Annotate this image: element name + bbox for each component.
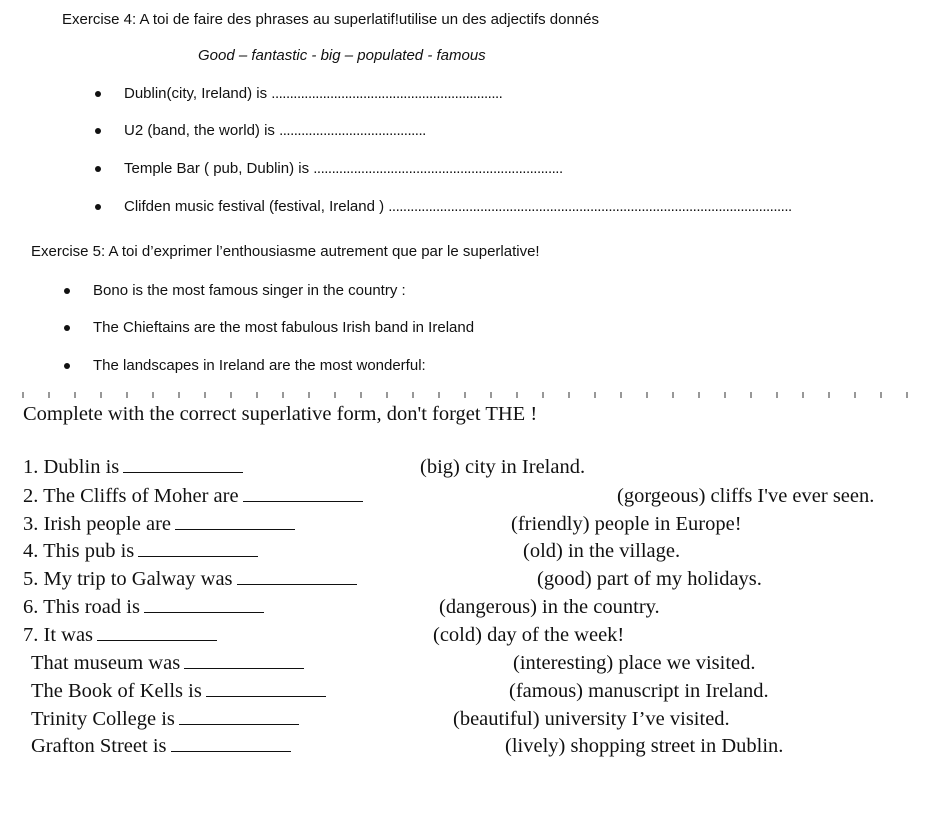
answer-blank[interactable] <box>237 570 357 585</box>
exercise4-item <box>124 198 792 215</box>
bullet-icon <box>64 363 70 369</box>
answer-blank[interactable] <box>123 458 243 473</box>
exercise6-item-prefix: That museum was <box>31 652 304 675</box>
answer-blank[interactable] <box>184 654 304 669</box>
exercise6-item-prefix: Trinity College is <box>31 708 299 731</box>
exercise4-adjectives: Good – fantastic - big – populated - famous <box>198 47 486 64</box>
exercise6-item-prefix: Grafton Street is <box>31 735 291 758</box>
exercise6-item-prefix: 1. Dublin is <box>23 456 243 479</box>
answer-blank[interactable] <box>97 626 217 641</box>
exercise5-item: Bono is the most famous singer in the country : <box>93 282 406 299</box>
answer-blank[interactable] <box>243 487 363 502</box>
exercise6-item-prefix: The Book of Kells is <box>31 680 326 703</box>
answer-blank[interactable] <box>144 598 264 613</box>
exercise5-item: The landscapes in Ireland are the most wonderful: <box>93 357 426 374</box>
answer-blank[interactable] <box>175 515 295 530</box>
bullet-icon <box>64 325 70 331</box>
answer-blank[interactable] <box>138 542 258 557</box>
exercise6-item-adjective: (gorgeous) cliffs I've ever seen. <box>617 485 875 507</box>
exercise6-item-adjective: (lively) shopping street in Dublin. <box>505 735 784 757</box>
exercise4-item <box>124 122 426 139</box>
exercise4-item-text: Temple Bar ( pub, Dublin) is <box>124 160 310 177</box>
answer-dots[interactable]: .............................................................................................................. <box>388 198 792 215</box>
bullet-icon <box>95 91 101 97</box>
bullet-icon <box>95 166 101 172</box>
exercise5-item: The Chieftains are the most fabulous Irish band in Ireland <box>93 319 475 336</box>
exercise4-item-text: U2 (band, the world) is <box>124 122 275 139</box>
exercise6-title: Complete with the correct superlative form, don't forget THE ! <box>23 403 538 425</box>
bullet-icon <box>95 128 101 134</box>
exercise6-item-adjective: (famous) manuscript in Ireland. <box>509 680 769 702</box>
bullet-icon <box>95 204 101 210</box>
exercise5-title: Exercise 5: A toi d’exprimer l’enthousiasme autrement que par le superlative! <box>31 243 540 260</box>
answer-dots[interactable]: ........................................ <box>279 122 426 139</box>
exercise6-item-adjective: (big) city in Ireland. <box>420 456 586 478</box>
exercise4-item <box>124 85 502 102</box>
answer-dots[interactable]: ............................................................... <box>271 85 503 102</box>
exercise6-item-prefix: 2. The Cliffs of Moher are <box>23 485 363 508</box>
answer-blank[interactable] <box>171 737 291 752</box>
exercise6-item-prefix: 5. My trip to Galway was <box>23 568 357 591</box>
exercise4-item-text: Dublin(city, Ireland) is <box>124 85 268 102</box>
exercise6-item-prefix: 7. It was <box>23 624 217 647</box>
exercise6-item-adjective: (good) part of my holidays. <box>537 568 762 590</box>
exercise6-item-adjective: (cold) day of the week! <box>433 624 625 646</box>
answer-blank[interactable] <box>179 710 299 725</box>
exercise6-item-prefix: 4. This pub is <box>23 540 258 563</box>
answer-blank[interactable] <box>206 682 326 697</box>
exercise6-item-adjective: (friendly) people in Europe! <box>511 513 742 535</box>
exercise6-item-adjective: (old) in the village. <box>523 540 681 562</box>
exercise6-item-adjective: (beautiful) university I’ve visited. <box>453 708 730 730</box>
answer-dots[interactable]: .................................................................... <box>313 160 563 177</box>
exercise6-item-adjective: (interesting) place we visited. <box>513 652 756 674</box>
bullet-icon <box>64 288 70 294</box>
exercise6-item-prefix: 6. This road is <box>23 596 264 619</box>
cut-off-text-line <box>22 392 922 398</box>
exercise6-item-prefix: 3. Irish people are <box>23 513 295 536</box>
exercise4-item <box>124 160 563 177</box>
exercise4-title: Exercise 4: A toi de faire des phrases au superlatif!utilise un des adjectifs donnés <box>62 11 599 28</box>
exercise4-item-text: Clifden music festival (festival, Ireland ) <box>124 198 385 215</box>
exercise6-item-adjective: (dangerous) in the country. <box>439 596 660 618</box>
